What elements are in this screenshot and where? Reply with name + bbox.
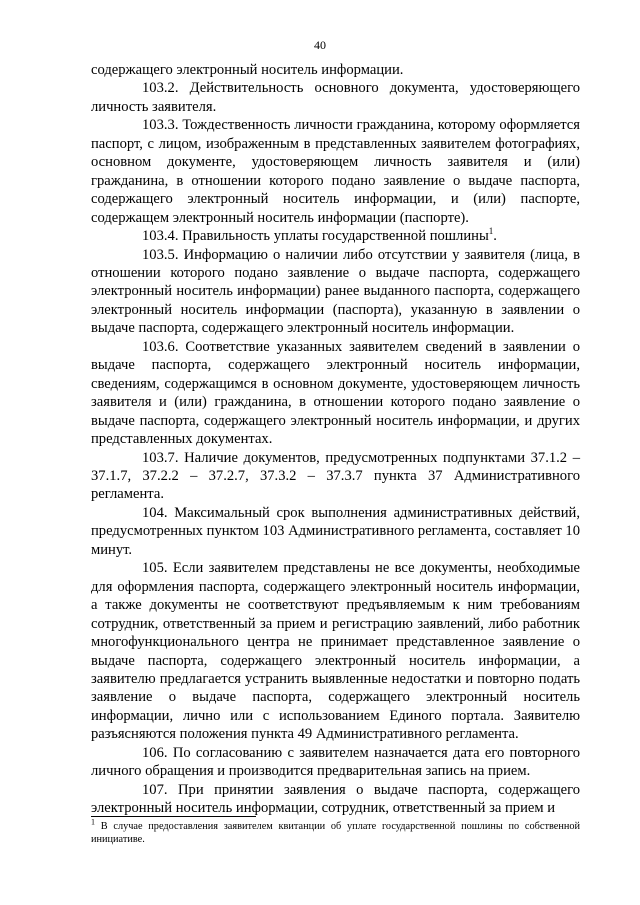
footnote-separator bbox=[91, 816, 256, 817]
paragraph-106: 106. По согласованию с заявителем назначается дата его повторного личного обращения и производится предварительная запись на прием. bbox=[91, 744, 580, 780]
paragraph-103-4-text: 103.4. Правильность уплаты государственной пошлины bbox=[142, 228, 489, 245]
paragraph-104: 104. Максимальный срок выполнения административных действий, предусмотренных пунктом 103 Административного регламента, составляет 10 минут. bbox=[91, 504, 580, 558]
paragraph-103-7: 103.7. Наличие документов, предусмотренных подпунктами 37.1.2 – 37.1.7, 37.2.2 – 37.2.7, 37.3.2 – 37.3.7 пункта 37 Административного регламента. bbox=[91, 449, 580, 503]
paragraph-103-5: 103.5. Информацию о наличии либо отсутствии у заявителя (лица, в отношении которого подано заявление о выдаче паспорта, содержащего электронный носитель информации) ранее выданного паспорта, содержащего электронный носитель информации (паспорта), указанную в заявлении о выдаче паспорта, содержащего электронный носитель информации. bbox=[91, 246, 580, 337]
paragraph-103-2: 103.2. Действительность основного документа, удостоверяющего личность заявителя. bbox=[91, 80, 580, 115]
page-number: 40 bbox=[314, 38, 326, 52]
paragraph-103-6: 103.6. Соответствие указанных заявителем сведений в заявлении о выдаче паспорта, содержащего электронный носитель информации, сведениям, содержащимся в основном документе, удостоверяющем личность заявителя и (или) гражданина, в отношении которого подано заявление о выдаче паспорта, содержащего электронный носитель информации, и других представленных документах. bbox=[91, 338, 580, 448]
footnote-text: В случае предоставления заявителем квитанции об уплате государственной пошлины по собственной инициативе. bbox=[91, 821, 580, 845]
footnote-marker: 1 bbox=[91, 817, 95, 827]
footnote-reference-marker: 1 bbox=[488, 226, 494, 237]
document-body bbox=[91, 61, 580, 818]
paragraph-103-3: 103.3. Тождественность личности гражданина, которому оформляется паспорт, с лицом, изображенным в представленных заявителем фотографиях, основном документе, удостоверяющем личность заявителя и (или) гражданина, в отношении которого подано заявление о выдаче паспорта, содержащего электронный носитель информации, и (или) паспорте, содержащем электронный носитель информации (паспорте). bbox=[91, 117, 580, 226]
paragraph-105: 105. Если заявителем представлены не все документы, необходимые для оформления паспорта, содержащего электронный носитель информации, а также документы не соответствуют предъявляемым к ним требованиям сотрудник, ответственный за прием и регистрацию заявлений, либо работник многофункционального центра не принимает представленное заявление о выдаче паспорта, содержащего электронный носитель информации, а заявителю предлагается устранить выявленные недостатки и повторно подать заявление о выдаче паспорта, содержащего электронный носитель информации, лично или с использованием Единого портала. Заявителю разъясняются положения пункта 49 Административного регламента. bbox=[91, 560, 580, 743]
paragraph-103-4 bbox=[91, 227, 580, 245]
footnote bbox=[91, 817, 580, 846]
paragraph-107: 107. При принятии заявления о выдаче паспорта, содержащего электронный носитель информации, сотрудник, ответственный за прием и bbox=[91, 781, 580, 817]
paragraph-continuation: содержащего электронный носитель информации. bbox=[91, 62, 404, 78]
paragraph-103-4-end: . bbox=[493, 228, 497, 245]
